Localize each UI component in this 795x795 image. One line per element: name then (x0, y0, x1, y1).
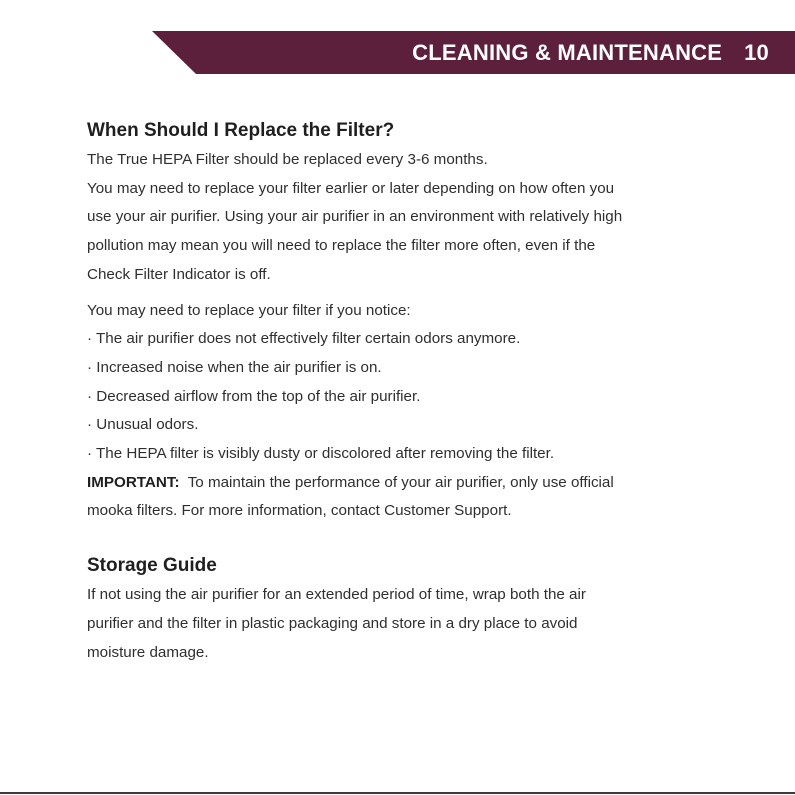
replace-line-3: use your air purifier. Using your air purifier in an environment with relatively high (87, 208, 623, 226)
replace-line-4: pollution may mean you will need to replace the filter more often, even if the (87, 237, 596, 255)
page-content (87, 116, 727, 667)
storage-heading: Storage Guide (87, 555, 217, 577)
important-note (87, 469, 727, 498)
notice-intro: You may need to replace your filter if you notice: (87, 301, 411, 319)
important-note-line-2: mooka filters. For more information, contact Customer Support. (87, 502, 512, 520)
replace-line-2: You may need to replace your filter earlier or later depending on how often you (87, 179, 615, 197)
important-label: IMPORTANT: (87, 473, 180, 491)
storage-line-1: If not using the air purifier for an extended period of time, wrap both the air (87, 586, 586, 604)
important-text: To maintain the performance of your air purifier, only use official (187, 473, 614, 491)
bullet-item-5: · The HEPA filter is visibly dusty or discolored after removing the filter. (87, 445, 555, 463)
bullet-item-1: · The air purifier does not effectively filter certain odors anymore. (87, 330, 521, 348)
banner-text (412, 31, 795, 74)
section-banner (0, 31, 795, 74)
replace-line-5: Check Filter Indicator is off. (87, 265, 271, 283)
bottom-divider (0, 792, 795, 794)
replace-line-1: The True HEPA Filter should be replaced every 3-6 months. (87, 151, 488, 168)
bullet-item-3: · Decreased airflow from the top of the air purifier. (87, 387, 421, 405)
bullet-item-4: · Unusual odors. (87, 416, 199, 434)
replace-heading: When Should I Replace the Filter? (87, 120, 395, 141)
storage-line-3: moisture damage. (87, 643, 209, 661)
section-title: CLEANING & MAINTENANCE (412, 40, 723, 65)
page-number: 10 (744, 40, 769, 65)
bullet-item-2: · Increased noise when the air purifier is on. (87, 358, 382, 376)
storage-line-2: purifier and the filter in plastic packaging and store in a dry place to avoid (87, 614, 578, 632)
